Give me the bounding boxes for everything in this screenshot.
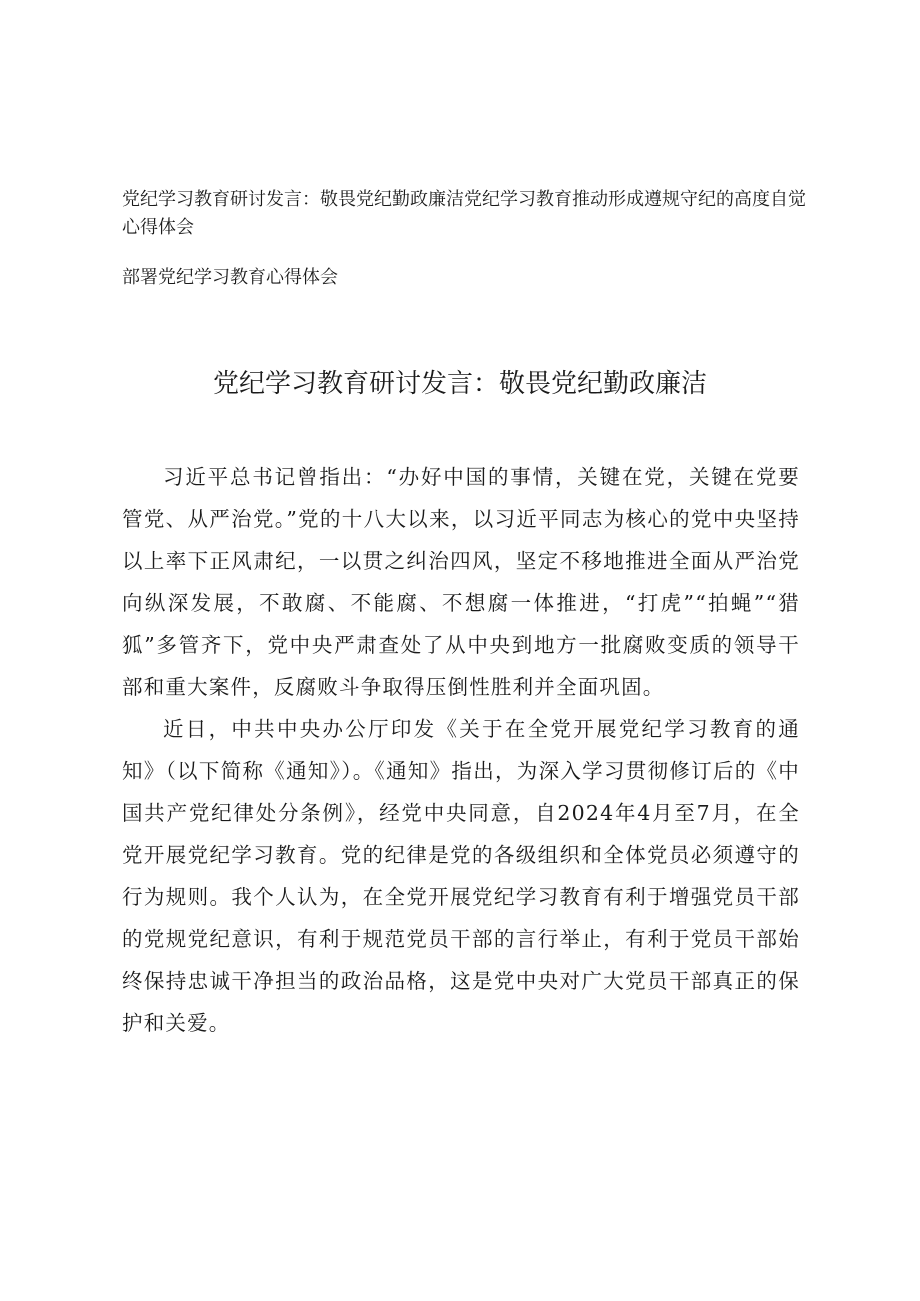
article-title: 党纪学习教育研讨发言：敬畏党纪勤政廉洁 <box>212 369 707 399</box>
body-paragraph: 近日，中共中央办公厅印发《关于在全党开展党纪学习教育的通知》（以下简称《通知》）。《通知》指出，为深入学习贯彻修订后的《中国共产党纪律处分条例》，经党中央同意，自2024年4月至7月，在全党开展党纪学习教育。党的纪律是党的各级组织和全体党员必须遵守的行为规则。我个人认为，在全党开展党纪学习教育有利于增强党员干部的党规党纪意识，有利于规范党员干部的言行举止，有利于党员干部始终保持忠诚干净担当的政治品格，这是党中央对广大党员干部真正的保护和关爱。 <box>122 717 800 1035</box>
body-paragraph: 习近平总书记曾指出：“办好中国的事情，关键在党，关键在党要管党、从严治党。”党的十八大以来，以习近平同志为核心的党中央坚持以上率下正风肃纪，一以贯之纠治四风，坚定不移地推进全面从严治党向纵深发展，不敢腐、不能腐、不想腐一体推进，“打虎”“拍蝇”“猎狐”多管齐下，党中央严肃查处了从中央到地方一批腐败变质的领导干部和重大案件，反腐败斗争取得压倒性胜利并全面巩固。 <box>122 465 800 699</box>
toc-list <box>122 186 822 314</box>
article-body <box>122 456 800 1044</box>
toc-item: 党纪学习教育研讨发言：敬畏党纪勤政廉洁党纪学习教育推动形成遵规守纪的高度自觉心得体会 <box>122 189 806 238</box>
toc-item: 部署党纪学习教育心得体会 <box>122 267 338 288</box>
